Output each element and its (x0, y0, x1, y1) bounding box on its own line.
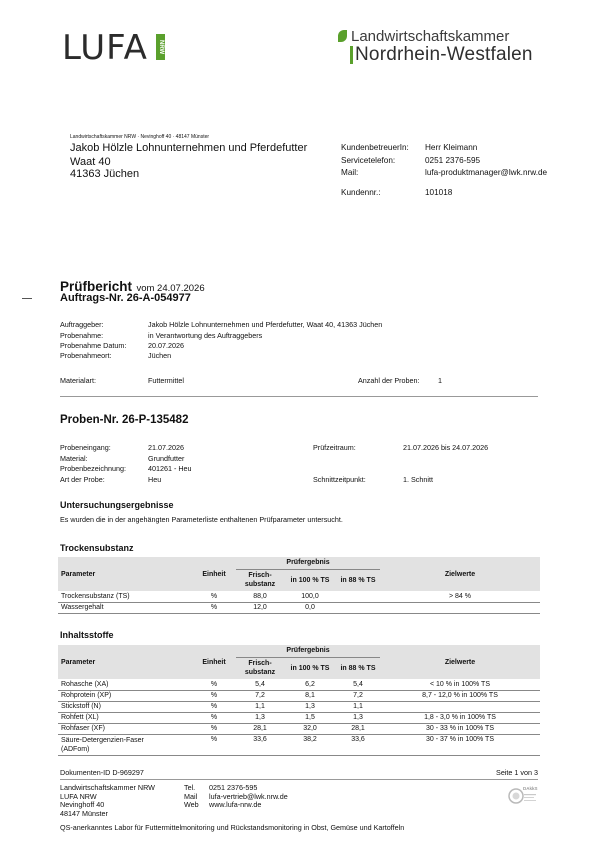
qs-statement: QS-anerkanntes Labor für Futtermittelmonitoring und Rückstandsmonitoring in Obst, Gemüse und Kartoffeln (60, 823, 405, 832)
cell-zielwert: 30 - 37 % in 100% TS (380, 734, 540, 755)
footer-mail-label: Mail (184, 792, 198, 801)
order-value-3: Jüchen (148, 351, 172, 360)
cell-ts100: 1,5 (284, 712, 336, 723)
cell-frisch: 33,6 (236, 734, 284, 755)
footer-tel-value: 0251 2376-595 (209, 783, 258, 792)
cell-ts88: 1,3 (336, 712, 380, 723)
col-ts88: in 88 % TS (336, 657, 380, 679)
sample-value-1: Grundfutter (148, 454, 185, 463)
table-row (58, 602, 540, 613)
cell-frisch: 12,0 (236, 602, 284, 613)
leaf-icon (338, 30, 347, 42)
footer-addr-2: LUFA NRW (60, 792, 97, 801)
col-ts88: in 88 % TS (336, 569, 380, 591)
cell-ts100: 1,3 (284, 701, 336, 712)
cell-frisch: 1,1 (236, 701, 284, 712)
col-frisch-1: Frisch- (248, 660, 272, 668)
cell-parameter: Trockensubstanz (TS) (58, 591, 192, 602)
order-label-1: Probenahme: (60, 331, 104, 340)
sample-value-0: 21.07.2026 (148, 443, 184, 452)
cell-ts100: 32,0 (284, 723, 336, 734)
cell-parameter (58, 734, 192, 755)
sample-label-2: Probenbezeichnung: (60, 464, 126, 473)
cell-zielwert: 1,8 - 3,0 % in 100% TS (380, 712, 540, 723)
footer-mail-value: lufa-vertrieb@lwk.nrw.de (209, 792, 288, 801)
col-pruefergebnis: Prüfergebnis (236, 557, 380, 569)
cell-frisch: 88,0 (236, 591, 284, 602)
kundennr-label: Kundennr.: (341, 188, 381, 197)
dakks-text: DAkkS (523, 786, 538, 791)
col-frisch-2: substanz (244, 581, 276, 589)
cell-ts88: 5,4 (336, 679, 380, 690)
cell-einheit: % (192, 602, 236, 613)
cell-zielwert: > 84 % (380, 591, 540, 602)
sz-label: Schnittzeitpunkt: (313, 475, 366, 484)
cell-parameter: Stickstoff (N) (58, 701, 192, 712)
cell-frisch: 5,4 (236, 679, 284, 690)
cell-zielwert (380, 701, 540, 712)
mail-label: Mail: (341, 168, 359, 177)
order-label-0: Auftraggeber: (60, 320, 104, 329)
col-frisch-2: substanz (244, 669, 276, 677)
results-intro: Es wurden die in der angehängten Parameterliste enthaltenen Prüfparameter untersucht. (60, 515, 343, 524)
inhalt-title: Inhaltsstoffe (60, 630, 114, 640)
footer-divider (60, 779, 538, 780)
lufa-logo: LUFA (62, 28, 148, 68)
kundennr-value: 101018 (425, 188, 453, 197)
cell-ts88: 7,2 (336, 690, 380, 701)
footer-addr-1: Landwirtschaftskammer NRW (60, 783, 155, 792)
trocken-table (58, 557, 540, 614)
recipient-name: Jakob Hölzle Lohnunternehmen und Pferdefutter (70, 142, 308, 154)
cell-zielwert (380, 602, 540, 613)
pz-label: Prüfzeitraum: (313, 443, 356, 452)
report-date: vom 24.07.2026 (136, 283, 205, 294)
betreuer-value: Herr Kleimann (425, 143, 478, 152)
cell-ts100: 0,0 (284, 602, 336, 613)
footer-web-label: Web (184, 800, 199, 809)
lufa-nrw-badge: NRW (156, 34, 165, 60)
col-einheit: Einheit (192, 645, 236, 679)
col-parameter: Parameter (58, 645, 192, 679)
cell-einheit: % (192, 679, 236, 690)
sample-label-1: Material: (60, 454, 88, 463)
cell-parameter: Wassergehalt (58, 602, 192, 613)
pz-value: 21.07.2026 bis 24.07.2026 (403, 443, 489, 452)
sz-value: 1. Schnitt (403, 475, 433, 484)
logo-bar (350, 46, 353, 64)
lwk-logo-line1: Landwirtschaftskammer (351, 28, 510, 45)
divider (60, 396, 538, 397)
inhalt-table (58, 645, 540, 756)
order-value-0: Jakob Hölzle Lohnunternehmen und Pferdefutter, Waat 40, 41363 Jüchen (148, 320, 383, 329)
order-value-2: 20.07.2026 (148, 341, 184, 350)
auftrag-number: Auftrags-Nr. 26-A-054977 (60, 292, 191, 304)
table-row (58, 591, 540, 602)
cell-ts88: 1,1 (336, 701, 380, 712)
sender-line: Landwirtschaftskammer NRW · Nevinghoff 40 · 48147 Münster (70, 134, 210, 140)
col-ts100: in 100 % TS (284, 569, 336, 591)
order-label-3: Probenahmeort: (60, 351, 112, 360)
col-parameter: Parameter (58, 557, 192, 591)
footer-addr-4: 48147 Münster (60, 809, 108, 818)
table-row (58, 723, 540, 734)
phone-value: 0251 2376-595 (425, 156, 481, 165)
page-number: Seite 1 von 3 (496, 768, 538, 777)
col-pruefergebnis: Prüfergebnis (236, 645, 380, 657)
order-value-1: in Verantwortung des Auftraggebers (148, 331, 263, 340)
cell-ts100: 38,2 (284, 734, 336, 755)
cell-parameter: Rohfett (XL) (58, 712, 192, 723)
cell-ts88: 33,6 (336, 734, 380, 755)
lwk-logo-line2: Nordrhein-Westfalen (355, 44, 533, 65)
betreuer-label: KundenbetreuerIn: (341, 143, 409, 152)
cell-zielwert: 30 - 33 % in 100% TS (380, 723, 540, 734)
phone-label: Servicetelefon: (341, 156, 396, 165)
footer-addr-3: Nevinghoff 40 (60, 800, 105, 809)
cell-zielwert: 8,7 - 12,0 % in 100% TS (380, 690, 540, 701)
cell-parameter-line2: (ADFom) (61, 745, 90, 753)
cell-ts88 (336, 591, 380, 602)
recipient-street: Waat 40 (70, 156, 111, 168)
cell-einheit: % (192, 734, 236, 755)
col-frisch-1: Frisch- (248, 572, 272, 580)
footer-tel-label: Tel. (184, 783, 196, 792)
count-label: Anzahl der Proben: (358, 376, 420, 385)
cell-parameter: Rohprotein (XP) (58, 690, 192, 701)
footer-web-value: www.lufa-nrw.de (209, 800, 262, 809)
cell-frisch: 28,1 (236, 723, 284, 734)
table-row (58, 701, 540, 712)
mail-value: lufa-produktmanager@lwk.nrw.de (425, 168, 548, 177)
cell-frisch: 1,3 (236, 712, 284, 723)
table-row (58, 712, 540, 723)
cell-ts88 (336, 602, 380, 613)
dakks-logo (508, 786, 538, 814)
cell-einheit: % (192, 712, 236, 723)
trocken-title: Trockensubstanz (60, 543, 134, 553)
cell-parameter: Rohasche (XA) (58, 679, 192, 690)
sample-label-0: Probeneingang: (60, 443, 111, 452)
order-label-2: Probenahme Datum: (60, 341, 127, 350)
sample-title: Proben-Nr. 26-P-135482 (60, 414, 189, 426)
report-title: Prüfbericht (60, 279, 133, 294)
material-label: Materialart: (60, 376, 96, 385)
cell-ts100: 6,2 (284, 679, 336, 690)
sample-value-3: Heu (148, 475, 162, 484)
col-frisch (236, 569, 284, 591)
results-title: Untersuchungsergebnisse (60, 500, 174, 510)
col-einheit: Einheit (192, 557, 236, 591)
cell-ts88: 28,1 (336, 723, 380, 734)
cell-ts100: 100,0 (284, 591, 336, 602)
lwk-logo (338, 28, 570, 66)
sample-label-3: Art der Probe: (60, 475, 105, 484)
cell-parameter: Rohfaser (XF) (58, 723, 192, 734)
sample-value-2: 401261 - Heu (148, 464, 192, 473)
cell-zielwert: < 10 % in 100% TS (380, 679, 540, 690)
col-ts100: in 100 % TS (284, 657, 336, 679)
doc-id: Dokumenten-ID D-969297 (60, 768, 144, 777)
fold-mark (22, 298, 32, 299)
col-zielwerte: Zielwerte (380, 645, 540, 679)
table-row (58, 734, 540, 755)
cell-ts100: 8,1 (284, 690, 336, 701)
cell-einheit: % (192, 701, 236, 712)
table-row (58, 679, 540, 690)
col-zielwerte: Zielwerte (380, 557, 540, 591)
cell-einheit: % (192, 591, 236, 602)
material-value: Futtermittel (148, 376, 184, 385)
recipient-city: 41363 Jüchen (70, 168, 140, 180)
cell-einheit: % (192, 723, 236, 734)
table-row (58, 690, 540, 701)
count-value: 1 (438, 376, 442, 385)
cell-parameter-line1: Säure-Detergenzien-Faser (61, 736, 144, 744)
col-frisch (236, 657, 284, 679)
cell-einheit: % (192, 690, 236, 701)
cell-frisch: 7,2 (236, 690, 284, 701)
